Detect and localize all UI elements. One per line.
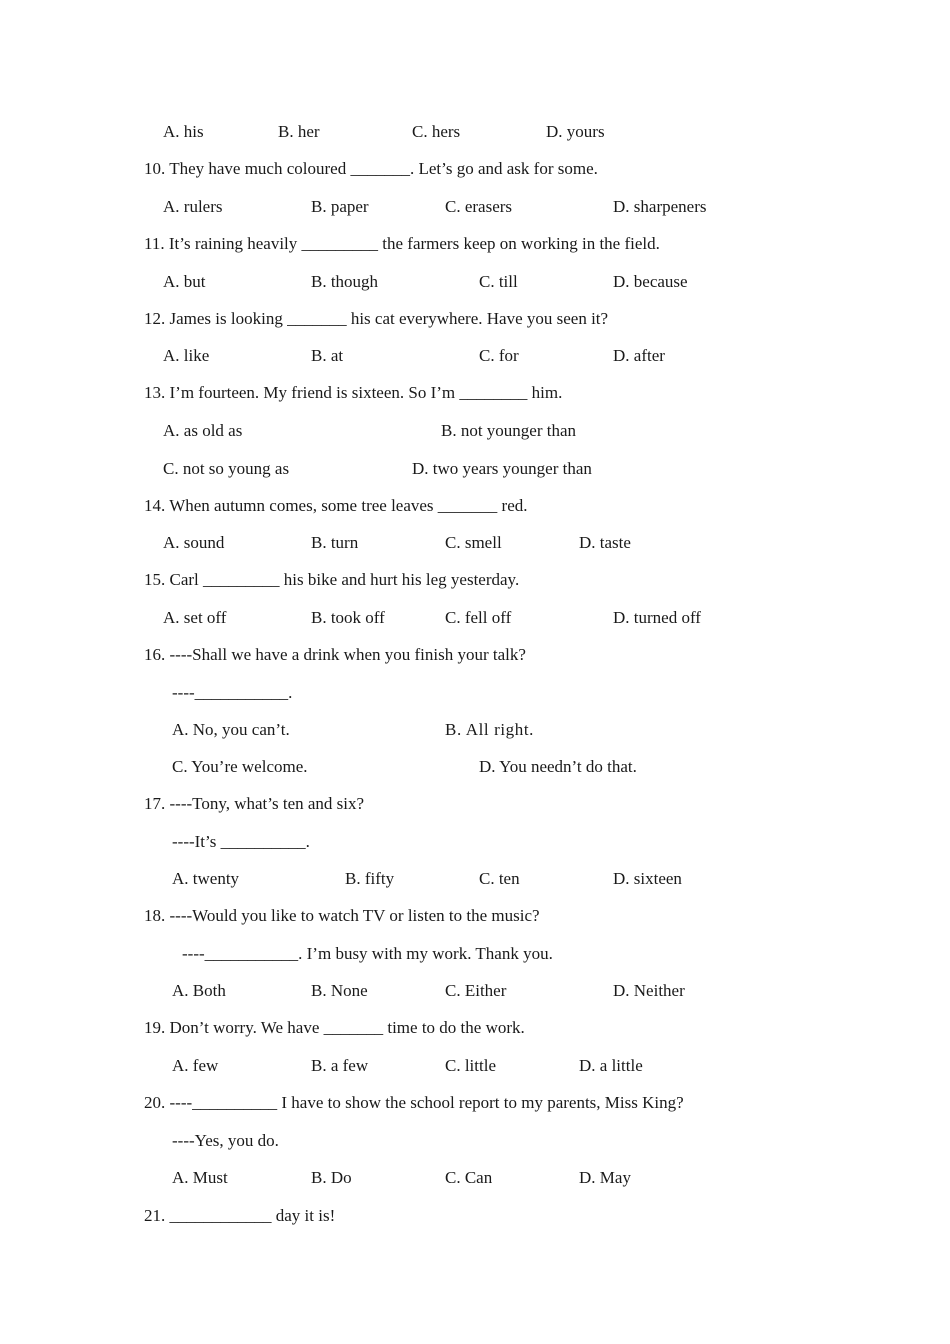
q10-option-a: A. rulers (163, 197, 223, 216)
q17-option-d: D. sixteen (613, 869, 682, 888)
q17-stem: 17. ----Tony, what’s ten and six? (144, 794, 365, 813)
q15-stem: 15. Carl _________ his bike and hurt his leg yesterday. (144, 570, 520, 589)
q12-option-b: B. at (311, 346, 344, 365)
q15-option-a: A. set off (163, 608, 227, 627)
q9-option-b: B. her (278, 122, 320, 141)
q11-option-c: C. till (479, 272, 518, 291)
q18-option-c: C. Either (445, 981, 507, 1000)
q14-option-b: B. turn (311, 533, 359, 552)
q18-stem: 18. ----Would you like to watch TV or listen to the music? (144, 906, 540, 925)
q14-option-d: D. taste (579, 533, 631, 552)
q16-option-b: B. All right. (445, 720, 535, 739)
q21-stem: 21. ____________ day it is! (144, 1206, 336, 1225)
q18-option-b: B. None (311, 981, 368, 1000)
q17-option-a: A. twenty (172, 869, 240, 888)
q20-option-a: A. Must (172, 1168, 228, 1187)
q14-stem: 14. When autumn comes, some tree leaves _______ red. (144, 496, 528, 515)
q18-answer-line: ----___________. I’m busy with my work. Thank you. (182, 944, 553, 963)
q20-option-b: B. Do (311, 1168, 352, 1187)
q17-answer-line: ----It’s __________. (172, 832, 310, 851)
q15-option-d: D. turned off (613, 608, 701, 627)
q13-option-a: A. as old as (163, 421, 243, 440)
q11-stem: 11. It’s raining heavily _________ the farmers keep on working in the field. (144, 234, 660, 253)
q19-option-b: B. a few (311, 1056, 369, 1075)
q19-option-d: D. a little (579, 1056, 643, 1075)
q12-stem: 12. James is looking _______ his cat everywhere. Have you seen it? (144, 309, 609, 328)
q9-option-c: C. hers (412, 122, 461, 141)
q13-option-d: D. two years younger than (412, 459, 592, 478)
q18-option-d: D. Neither (613, 981, 685, 1000)
q18-option-a: A. Both (172, 981, 226, 1000)
q11-option-d: D. because (613, 272, 688, 291)
q16-stem: 16. ----Shall we have a drink when you finish your talk? (144, 645, 526, 664)
q13-option-b: B. not younger than (441, 421, 577, 440)
q19-option-a: A. few (172, 1056, 219, 1075)
q14-option-a: A. sound (163, 533, 225, 552)
q9-option-a: A. his (163, 122, 204, 141)
q19-option-c: C. little (445, 1056, 496, 1075)
q14-option-c: C. smell (445, 533, 502, 552)
q16-answer-line: ----___________. (172, 683, 293, 702)
q16-option-a: A. No, you can’t. (172, 720, 290, 739)
q12-option-a: A. like (163, 346, 210, 365)
q20-option-d: D. May (579, 1168, 631, 1187)
q16-option-c: C. You’re welcome. (172, 757, 308, 776)
q17-option-c: C. ten (479, 869, 520, 888)
q13-stem: 13. I’m fourteen. My friend is sixteen. So I’m ________ him. (144, 383, 563, 402)
q11-option-b: B. though (311, 272, 379, 291)
q16-option-d: D. You needn’t do that. (479, 757, 637, 776)
q19-stem: 19. Don’t worry. We have _______ time to do the work. (144, 1018, 525, 1037)
q10-stem: 10. They have much coloured _______. Let’s go and ask for some. (144, 159, 598, 178)
q20-answer-line: ----Yes, you do. (172, 1131, 279, 1150)
q15-option-c: C. fell off (445, 608, 512, 627)
q12-option-c: C. for (479, 346, 519, 365)
q10-option-d: D. sharpeners (613, 197, 707, 216)
q17-option-b: B. fifty (345, 869, 395, 888)
q10-option-c: C. erasers (445, 197, 513, 216)
q11-option-a: A. but (163, 272, 206, 291)
q13-option-c: C. not so young as (163, 459, 290, 478)
q12-option-d: D. after (613, 346, 665, 365)
q9-option-d: D. yours (546, 122, 605, 141)
q15-option-b: B. took off (311, 608, 385, 627)
q20-stem: 20. ----__________ I have to show the school report to my parents, Miss King? (144, 1093, 684, 1112)
q10-option-b: B. paper (311, 197, 369, 216)
q20-option-c: C. Can (445, 1168, 493, 1187)
